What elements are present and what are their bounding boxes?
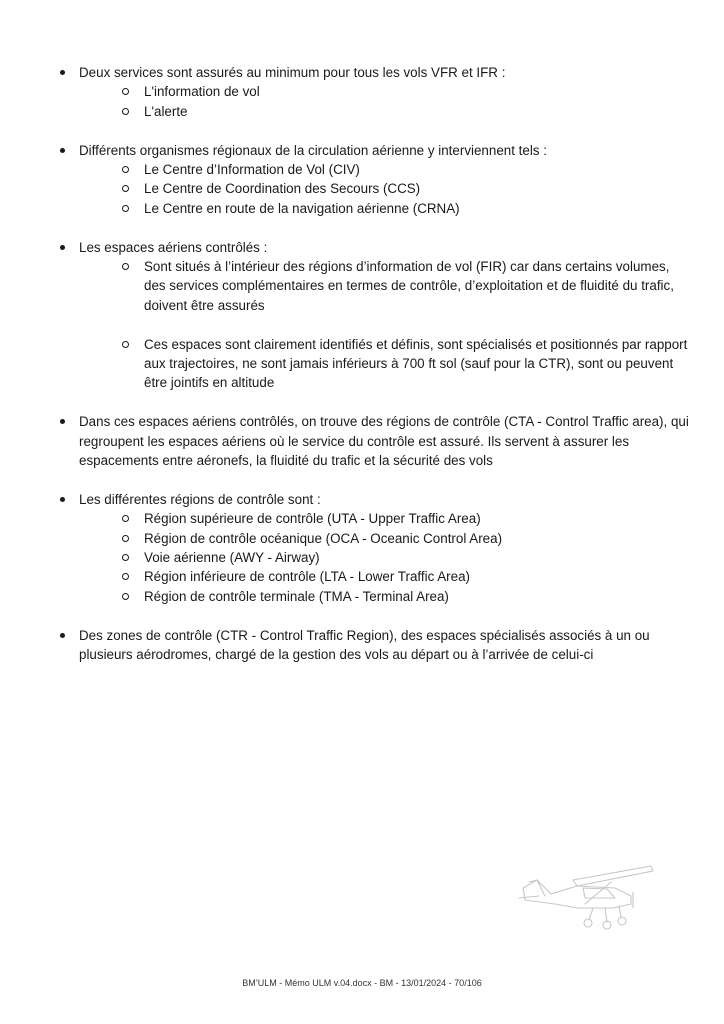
list-item-text: Dans ces espaces aériens contrôlés, on trouve des régions de contrôle (CTA - Control Traffic area), qui regroupent les espaces aériens où le service du contrôle est assuré. Ils servent à assurer les espacements entre aéronefs, la fluidité du trafic et la sécurité des vols bbox=[79, 414, 689, 469]
sub-list-item: Région de contrôle océanique (OCA - Oceanic Control Area) bbox=[122, 529, 692, 548]
list-item-text: Différents organismes régionaux de la circulation aérienne y interviennent tels : bbox=[79, 142, 547, 158]
sub-list bbox=[79, 509, 692, 606]
sub-list-item: L'information de vol bbox=[122, 82, 692, 101]
sub-list-item: Région de contrôle terminale (TMA - Terminal Area) bbox=[122, 587, 692, 606]
sub-list-item: Voie aérienne (AWY - Airway) bbox=[122, 548, 692, 567]
sub-list-item: Le Centre d’Information de Vol (CIV) bbox=[122, 160, 692, 179]
sub-list-item: Sont situés à l’intérieur des régions d’information de vol (FIR) car dans certains volumes, des services complémentaires en termes de contrôle, d’exploitation et de fluidité du trafic, doivent être assurés bbox=[122, 257, 692, 315]
list-item-text: Des zones de contrôle (CTR - Control Traffic Region), des espaces spécialisés associés à un ou plusieurs aérodromes, chargé de la gestion des vols au départ ou à l’arrivée de celui-ci bbox=[79, 627, 650, 663]
sub-list-item: Le Centre de Coordination des Secours (CCS) bbox=[122, 179, 692, 198]
bullet-list bbox=[57, 63, 692, 665]
list-item bbox=[57, 490, 692, 606]
list-item bbox=[57, 626, 692, 665]
sub-list-item: Ces espaces sont clairement identifiés et définis, sont spécialisés et positionnés par rapport aux trajectoires, ne sont jamais inférieurs à 700 ft sol (sauf pour la CTR), sont ou peuvent être jointifs en altitude bbox=[122, 335, 692, 393]
sub-list-item: Région supérieure de contrôle (UTA - Upper Traffic Area) bbox=[122, 509, 692, 528]
sub-list bbox=[79, 160, 692, 218]
sub-list-item: L'alerte bbox=[122, 102, 692, 121]
sub-list bbox=[79, 82, 692, 121]
sub-list-item: Région inférieure de contrôle (LTA - Lower Traffic Area) bbox=[122, 567, 692, 586]
list-item-text: Deux services sont assurés au minimum pour tous les vols VFR et IFR : bbox=[79, 65, 506, 80]
ulm-airplane-icon bbox=[515, 858, 655, 936]
sub-list bbox=[79, 257, 692, 393]
list-item bbox=[57, 141, 692, 219]
list-item bbox=[57, 238, 692, 393]
list-item bbox=[57, 412, 692, 470]
page-footer: BM’ULM - Mémo ULM v.04.docx - BM - 13/01/2024 - 70/106 bbox=[242, 978, 482, 988]
list-item-text: Les différentes régions de contrôle sont : bbox=[79, 491, 321, 507]
document-body bbox=[57, 63, 692, 684]
sub-list-item: Le Centre en route de la navigation aérienne (CRNA) bbox=[122, 199, 692, 218]
list-item bbox=[57, 63, 692, 121]
list-item-text: Les espaces aériens contrôlés : bbox=[79, 239, 268, 255]
